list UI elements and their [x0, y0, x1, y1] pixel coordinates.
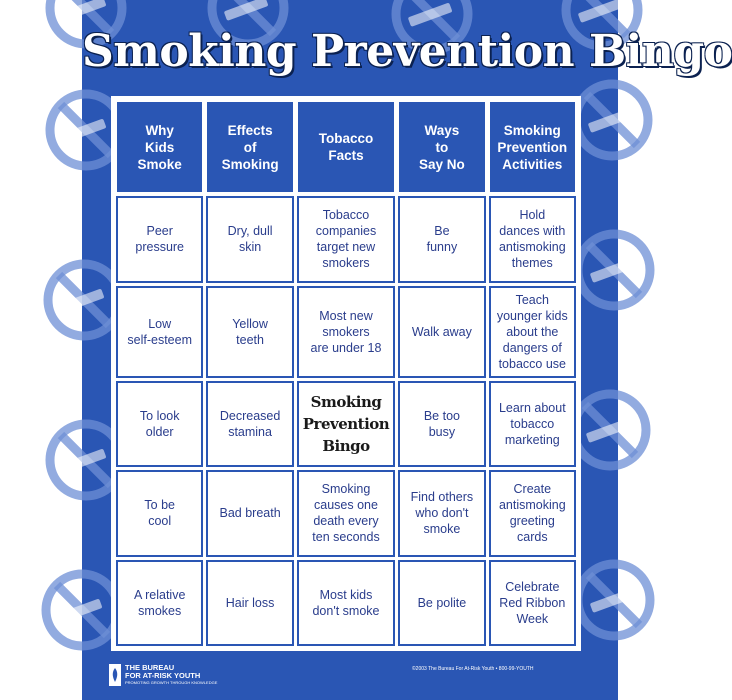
column-header-prevention-activities: Smoking Prevention Activities [489, 101, 576, 193]
column-header-why-kids-smoke: Why Kids Smoke [116, 101, 203, 193]
bingo-poster [82, 0, 732, 700]
bingo-cell: Most kids don't smoke [297, 560, 395, 647]
bingo-cell: Tobacco companies target new smokers [297, 196, 395, 283]
logo-line-1: THE BUREAU [125, 663, 175, 672]
bureau-logo-icon [109, 664, 121, 686]
column-header-ways-to-say-no: Ways to Say No [398, 101, 485, 193]
bingo-cell: Peer pressure [116, 196, 203, 283]
no-smoking-icon [48, 264, 120, 336]
bingo-cell: Be funny [398, 196, 485, 283]
bingo-cell: To look older [116, 381, 203, 468]
no-smoking-icon [578, 564, 650, 636]
no-smoking-icon [576, 84, 648, 156]
bingo-cell: Yellow teeth [206, 286, 293, 378]
copyright-text: ©2003 The Bureau For At-Risk Youth • 800-99-YOUTH [412, 666, 534, 672]
bingo-cell: Be polite [398, 560, 485, 647]
bingo-cell: Smoking causes one death every ten seconds [297, 470, 395, 557]
poster-title: Smoking Prevention Bingo [82, 26, 732, 77]
bingo-cell: Create antismoking greeting cards [489, 470, 576, 557]
bingo-cell: Walk away [398, 286, 485, 378]
logo-tagline: PROMOTING GROWTH THROUGH KNOWLEDGE [125, 680, 218, 685]
bingo-cell: Learn about tobacco marketing [489, 381, 576, 468]
free-space-cell: Smoking Prevention Bingo [297, 381, 395, 468]
publisher-logo [109, 664, 217, 686]
column-header-effects-of-smoking: Effects of Smoking [206, 101, 293, 193]
no-smoking-icon [578, 234, 650, 306]
bingo-cell: Hold dances with antismoking themes [489, 196, 576, 283]
bingo-grid [111, 96, 581, 651]
bingo-cell: Teach younger kids about the dangers of tobacco use [489, 286, 576, 378]
no-smoking-icon [46, 574, 118, 646]
bingo-cell: A relative smokes [116, 560, 203, 647]
bingo-cell: Decreased stamina [206, 381, 293, 468]
bingo-cell: Celebrate Red Ribbon Week [489, 560, 576, 647]
bingo-cell: Most new smokers are under 18 [297, 286, 395, 378]
no-smoking-icon [574, 394, 646, 466]
logo-line-2: FOR AT-RISK YOUTH [125, 671, 201, 680]
bingo-cell: Be too busy [398, 381, 485, 468]
bingo-cell: Hair loss [206, 560, 293, 647]
bingo-cell: Find others who don't smoke [398, 470, 485, 557]
bingo-cell: To be cool [116, 470, 203, 557]
bingo-cell: Dry, dull skin [206, 196, 293, 283]
bingo-cell: Bad breath [206, 470, 293, 557]
bingo-cell: Low self-esteem [116, 286, 203, 378]
column-header-tobacco-facts: Tobacco Facts [297, 101, 395, 193]
